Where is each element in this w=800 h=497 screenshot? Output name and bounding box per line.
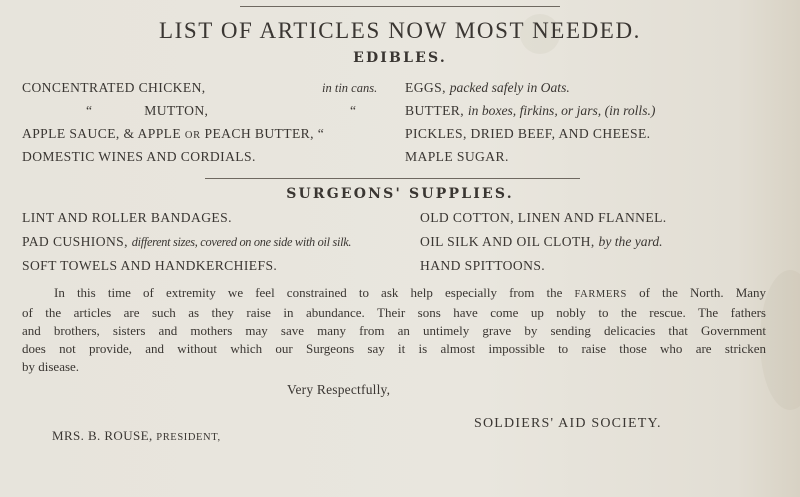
edible-item: APPLE SAUCE, & APPLE OR PEACH BUTTER, “: [22, 126, 325, 141]
supply-item: OIL SILK AND OIL CLOTH, by the yard.: [420, 234, 663, 249]
edible-item: DOMESTIC WINES AND CORDIALS.: [22, 149, 256, 164]
edible-item: EGGS, packed safely in Oats.: [405, 80, 570, 95]
paragraph-line: of the articles are such as they raise in abundance. Their sons have come up nobly to the rescue. The fathers: [22, 305, 766, 320]
supply-item: SOFT TOWELS AND HANDKERCHIEFS.: [22, 258, 278, 273]
supply-item: HAND SPITTOONS.: [420, 258, 546, 273]
supply-item: OLD COTTON, LINEN AND FLANNEL.: [420, 210, 667, 225]
edible-item-note: in tin cans.: [322, 81, 378, 95]
page-title: LIST OF ARTICLES NOW MOST NEEDED.: [158, 18, 642, 43]
edible-item: PICKLES, DRIED BEEF, AND CHEESE.: [405, 126, 651, 141]
supply-item: PAD CUSHIONS, different sizes, covered on one side with oil silk.: [22, 234, 352, 249]
edible-item-note: “: [350, 103, 357, 118]
edible-item: “ MUTTON,: [86, 103, 209, 118]
edible-item: BUTTER, in boxes, firkins, or jars, (in rolls.): [405, 103, 656, 118]
section-rule: [205, 178, 580, 179]
paragraph-line: and brothers, sisters and mothers may save many from an untimely grave by sending delicacies that Government: [22, 323, 766, 338]
surgeons-heading: SURGEONS' SUPPLIES.: [286, 186, 514, 202]
edibles-heading: EDIBLES.: [353, 50, 447, 66]
edible-item: CONCENTRATED CHICKEN,: [22, 80, 206, 95]
paragraph-line: In this time of extremity we feel constrained to ask help especially from the FARMERS of the North. Many: [54, 285, 767, 300]
top-rule: [240, 6, 560, 7]
closing-text: Very Respectfully,: [287, 382, 391, 397]
edible-item: MAPLE SUGAR.: [405, 149, 509, 164]
president-signature: MRS. B. ROUSE, PRESIDENT,: [52, 428, 221, 443]
paragraph-line: does not provide, and without which our Surgeons say it is almost impossible to raise those who are stricken: [22, 341, 766, 356]
appeal-paragraph: [22, 284, 766, 376]
society-signature: SOLDIERS' AID SOCIETY.: [474, 416, 662, 431]
paragraph-line: by disease.: [22, 359, 80, 374]
supply-item: LINT AND ROLLER BANDAGES.: [22, 210, 232, 225]
